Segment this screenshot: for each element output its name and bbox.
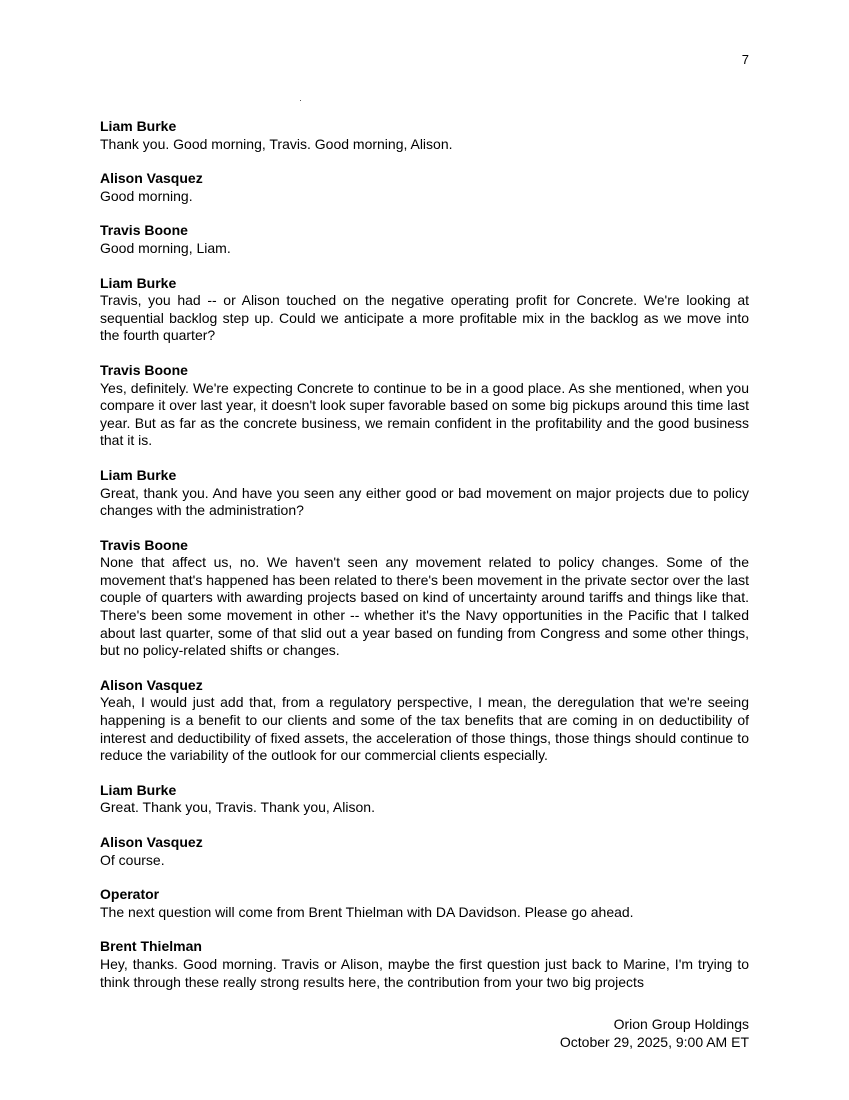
transcript-turn	[100, 362, 749, 450]
transcript-turn	[100, 677, 749, 765]
speaker-name: Liam Burke	[100, 781, 177, 798]
speech-text: None that affect us, no. We haven't seen any movement related to policy changes. Some of the movement that's happened has been related to there's been movement in the private sector over the last couple of quarters with awarding projects based on kind of uncertainty around tariffs and things like that. There's been some movement in other -- whether it's the Navy opportunities in the Pacific that I talked about last quarter, some of that slid out a year based on funding from Congress and some other things, but no policy-related shifts or changes.	[100, 554, 749, 659]
speech-text: Yeah, I would just add that, from a regulatory perspective, I mean, the deregulation that we're seeing happening is a benefit to our clients and some of the tax benefits that are coming in on deductibility of interest and deductibility of fixed assets, the acceleration of those things, those things should continue to reduce the variability of the outlook for our commercial clients especially.	[100, 694, 749, 764]
speech-text: Good morning, Liam.	[100, 239, 231, 256]
speaker-name: Operator	[100, 886, 160, 903]
speech-text: Thank you. Good morning, Travis. Good morning, Alison.	[100, 135, 453, 152]
speech-text: Of course.	[100, 851, 165, 868]
transcript-turn	[100, 467, 749, 520]
speaker-name: Liam Burke	[100, 118, 177, 134]
speaker-name: Alison Vasquez	[100, 676, 203, 693]
speaker-name: Liam Burke	[100, 466, 177, 483]
transcript-turn	[100, 118, 749, 153]
footer-company: Orion Group Holdings	[613, 1016, 749, 1032]
speaker-name: Liam Burke	[100, 274, 177, 291]
transcript-turn	[100, 782, 749, 817]
speaker-name: Travis Boone	[100, 222, 188, 239]
speaker-name: Alison Vasquez	[100, 170, 203, 187]
transcript-turn	[100, 886, 749, 921]
transcript-turn	[100, 275, 749, 345]
transcript-turn	[100, 170, 749, 205]
scan-speck	[300, 100, 301, 101]
speech-text: Yes, definitely. We're expecting Concrete to continue to be in a good place. As she mentioned, when you compare it over last year, it doesn't look super favorable based on some big pickups around this time last year. But as far as the concrete business, we remain confident in the profitability and the good business that it is.	[100, 379, 749, 449]
speech-text: Good morning.	[100, 187, 193, 204]
speech-text: Great, thank you. And have you seen any either good or bad movement on major projects due to policy changes with the administration?	[100, 484, 749, 519]
speech-text: The next question will come from Brent Thielman with DA Davidson. Please go ahead.	[100, 903, 634, 920]
speaker-name: Alison Vasquez	[100, 834, 203, 850]
speech-text: Great. Thank you, Travis. Thank you, Alison.	[100, 799, 375, 816]
speech-text: Hey, thanks. Good morning. Travis or Alison, maybe the first question just back to Marine, I'm trying to think through these really strong results here, the contribution from your two big projects	[100, 955, 749, 990]
footer-datetime: October 29, 2025, 9:00 AM ET	[559, 1034, 749, 1050]
transcript-turn	[100, 537, 749, 660]
speaker-name: Travis Boone	[100, 536, 188, 553]
page-number: 7	[741, 52, 749, 67]
transcript-turn	[100, 222, 749, 257]
speech-text: Travis, you had -- or Alison touched on the negative operating profit for Concrete. We're looking at sequential backlog step up. Could we anticipate a more profitable mix in the backlog as we move into the fourth quarter?	[100, 292, 749, 344]
transcript	[100, 118, 749, 1008]
speaker-name: Brent Thielman	[100, 938, 202, 955]
speaker-name: Travis Boone	[100, 361, 188, 378]
transcript-turn	[100, 938, 749, 991]
page-footer	[560, 1015, 749, 1051]
transcript-turn	[100, 834, 749, 869]
